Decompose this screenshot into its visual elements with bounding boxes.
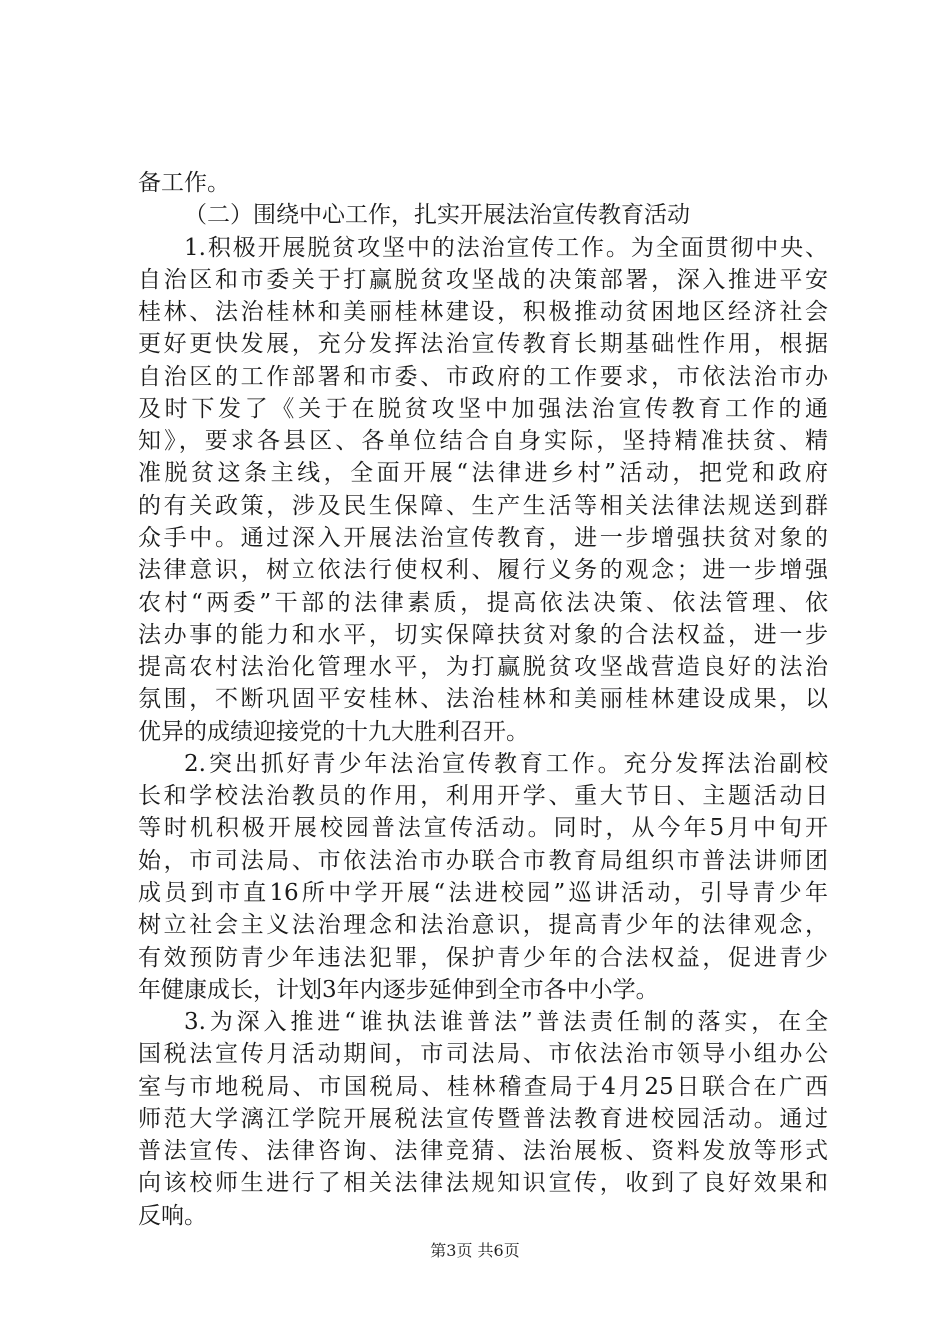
paragraph-line: 向该校师生进行了相关法律法规知识宣传，收到了良好效果和 bbox=[138, 1170, 828, 1197]
paragraph-line: 自治区和市委关于打赢脱贫攻坚战的决策部署，深入推进平安 bbox=[138, 266, 828, 293]
paragraph-line: 始，市司法局、市依法治市办联合市教育局组织市普法讲师团 bbox=[138, 847, 828, 874]
paragraph-line: 众手中。通过深入开展法治宣传教育，进一步增强扶贫对象的 bbox=[138, 525, 828, 551]
paragraph-line: 自治区的工作部署和市委、市政府的工作要求，市依法治市办 bbox=[138, 363, 828, 390]
page-footer: 第3页 共6页 bbox=[430, 1241, 520, 1260]
paragraph-line: 农村“两委”干部的法律素质，提高依法决策、依法管理、依 bbox=[138, 589, 828, 616]
paragraph-line: 及时下发了《关于在脱贫攻坚中加强法治宣传教育工作的通 bbox=[138, 395, 828, 422]
paragraph-line: 2.突出抓好青少年法治宣传教育工作。充分发挥法治副校 bbox=[184, 750, 828, 777]
paragraph-line: 提高农村法治化管理水平，为打赢脱贫攻坚战营造良好的法治 bbox=[138, 654, 828, 681]
paragraph-line: 等时机积极开展校园普法宣传活动。同时，从今年5月中旬开 bbox=[138, 815, 828, 842]
paragraph-line: 的有关政策，涉及民生保障、生产生活等相关法律法规送到群 bbox=[138, 492, 828, 519]
section-heading: （二）围绕中心工作，扎实开展法治宣传教育活动 bbox=[184, 202, 690, 229]
paragraph-line: 桂林、法治桂林和美丽桂林建设，积极推动贫困地区经济社会 bbox=[138, 299, 828, 326]
paragraph-line: 1.积极开展脱贫攻坚中的法治宣传工作。为全面贯彻中央、 bbox=[184, 234, 828, 261]
paragraph-line: 师范大学漓江学院开展税法宣传暨普法教育进校园活动。通过 bbox=[138, 1105, 828, 1132]
paragraph-line: 法办事的能力和水平，切实保障扶贫对象的合法权益，进一步 bbox=[138, 621, 828, 648]
paragraph-line: 氛围，不断巩固平安桂林、法治桂林和美丽桂林建设成果，以 bbox=[138, 686, 828, 713]
paragraph-line: 有效预防青少年违法犯罪，保护青少年的合法权益，促进青少 bbox=[138, 944, 828, 971]
paragraph-line: 知》，要求各县区、各单位结合自身实际，坚持精准扶贫、精 bbox=[138, 428, 828, 455]
paragraph-line: 备工作。 bbox=[138, 170, 230, 196]
paragraph-line: 反响。 bbox=[138, 1202, 207, 1229]
paragraph-line: 长和学校法治教员的作用，利用开学、重大节日、主题活动日 bbox=[138, 783, 828, 810]
paragraph-line: 国税法宣传月活动期间，市司法局、市依法治市领导小组办公 bbox=[138, 1041, 828, 1068]
paragraph-line: 准脱贫这条主线，全面开展“法律进乡村”活动，把党和政府 bbox=[138, 460, 828, 487]
paragraph-line: 树立社会主义法治理念和法治意识，提高青少年的法律观念， bbox=[138, 912, 828, 939]
paragraph-line: 普法宣传、法律咨询、法律竞猜、法治展板、资料发放等形式 bbox=[138, 1138, 828, 1165]
paragraph-line: 3.为深入推进“谁执法谁普法”普法责任制的落实，在全 bbox=[184, 1009, 828, 1036]
paragraph-line: 室与市地税局、市国税局、桂林稽查局于4月25日联合在广西 bbox=[138, 1073, 828, 1100]
paragraph-line: 年健康成长，计划3年内逐步延伸到全市各中小学。 bbox=[138, 976, 659, 1003]
paragraph-line: 优异的成绩迎接党的十九大胜利召开。 bbox=[138, 718, 529, 745]
paragraph-line: 法律意识，树立依法行使权利、履行义务的观念；进一步增强 bbox=[138, 557, 828, 584]
paragraph-line: 更好更快发展，充分发挥法治宣传教育长期基础性作用，根据 bbox=[138, 331, 828, 358]
paragraph-line: 成员到市直16所中学开展“法进校园”巡讲活动，引导青少年 bbox=[138, 880, 828, 906]
